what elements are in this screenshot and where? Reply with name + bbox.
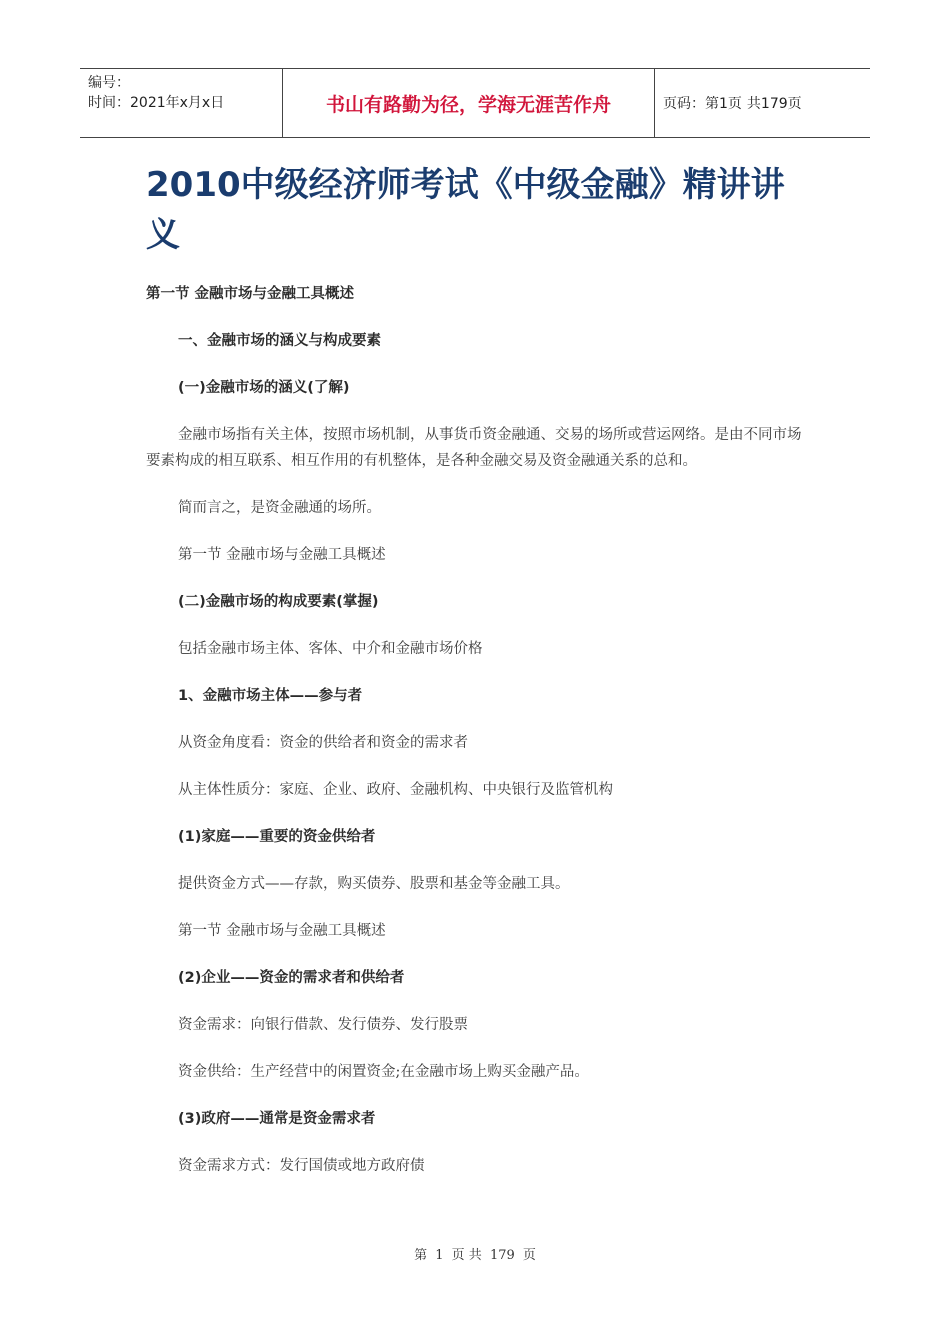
body-paragraph: 金融市场指有关主体，按照市场机制，从事货币资金融通、交易的场所或营运网络。是由不同市场要素构成的相互联系、相互作用的有机整体，是各种金融交易及资金融通关系的总和。 [146, 427, 802, 469]
document-body [146, 281, 806, 1200]
footer-total-pages: 179 [489, 1248, 515, 1263]
body-paragraph: 从资金角度看：资金的供给者和资金的需求者 [178, 735, 468, 751]
header-meta-cell [80, 69, 282, 137]
section-heading: 一、金融市场的涵义与构成要素 [178, 333, 381, 349]
total-pages-label: 共179页 [746, 96, 802, 112]
footer-mid: 页 共 [451, 1248, 482, 1263]
page-footer [0, 1244, 950, 1263]
motto-text: 书山有路勤为径，学海无涯苦作舟 [325, 93, 611, 116]
section-heading: (3)政府——通常是资金需求者 [178, 1111, 376, 1127]
document-title: 2010中级经济师考试《中级金融》精讲讲义 [146, 165, 785, 255]
time-label: 时间：2021年x月x日 [88, 95, 225, 111]
header-motto-cell [282, 69, 655, 137]
footer-suffix: 页 [522, 1248, 536, 1263]
section-heading: (1)家庭——重要的资金供给者 [178, 829, 376, 845]
body-paragraph: 第一节 金融市场与金融工具概述 [178, 923, 386, 939]
section-heading: (二)金融市场的构成要素(掌握) [178, 594, 379, 610]
body-paragraph: 资金需求：向银行借款、发行债券、发行股票 [178, 1017, 468, 1033]
number-label: 编号： [88, 75, 130, 91]
body-paragraph: 资金供给：生产经营中的闲置资金;在金融市场上购买金融产品。 [178, 1064, 589, 1080]
page-label: 页码：第1页 [663, 96, 742, 112]
section-heading: 1、金融市场主体——参与者 [178, 688, 363, 704]
section-heading: (2)企业——资金的需求者和供给者 [178, 970, 405, 986]
body-paragraph: 从主体性质分：家庭、企业、政府、金融机构、中央银行及监管机构 [178, 782, 613, 798]
footer-prefix: 第 [414, 1248, 428, 1263]
header-page-cell [655, 69, 870, 137]
footer-page-number: 1 [435, 1248, 444, 1263]
section-heading: 第一节 金融市场与金融工具概述 [146, 286, 355, 302]
body-paragraph: 第一节 金融市场与金融工具概述 [178, 547, 386, 563]
body-paragraph: 简而言之，是资金融通的场所。 [178, 500, 381, 516]
body-paragraph: 资金需求方式：发行国债或地方政府债 [178, 1158, 425, 1174]
body-paragraph: 提供资金方式——存款，购买债券、股票和基金等金融工具。 [178, 876, 570, 892]
body-paragraph: 包括金融市场主体、客体、中介和金融市场价格 [178, 641, 483, 657]
header-table [80, 68, 870, 138]
section-heading: (一)金融市场的涵义(了解) [178, 380, 350, 396]
